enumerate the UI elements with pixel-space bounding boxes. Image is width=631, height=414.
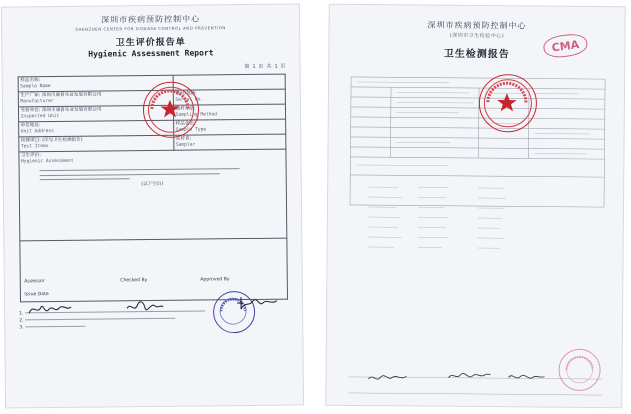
table-cell: 检测项目: (详见卫生检测报告) Test Items [18, 135, 173, 152]
checker-signature [125, 296, 165, 316]
left-meta-line [3, 62, 300, 72]
table-cell: 采样者: Sampler [173, 134, 285, 150]
table-cell: 批号/规格: Serial No. [173, 89, 285, 105]
table-cell: 抽样方法: Sampling Method [173, 104, 285, 120]
page-indicator: 第 1 页 共 1 页 [244, 63, 286, 71]
company-seal-right [479, 74, 538, 133]
approver-signature [235, 293, 279, 313]
reviewer-signature [446, 366, 492, 384]
approver-label: Approved By [200, 277, 230, 283]
test-report-table [326, 5, 624, 408]
table-cell: 样品状态: Sample Type [173, 119, 285, 135]
footnote-3: 3. [5, 321, 302, 331]
seal-star-icon [144, 83, 197, 136]
assessor-signature [27, 299, 73, 319]
seal-star-icon [480, 75, 534, 129]
right-org-subtitle: (深圳市卫生检验中心) [449, 32, 505, 40]
table-cell: 样品名称: Sample Name [18, 75, 173, 92]
left-org-name-en: SHENZHEN CENTER FOR DISEASE CONTROL AND PREVENTION [75, 25, 226, 32]
approver-signature-right [506, 368, 546, 384]
assessor-label: Assessor [24, 279, 45, 285]
report-number [17, 65, 20, 72]
checker-label: Checked By [120, 278, 148, 284]
table-cell: 生产厂家: 深圳市康普实业发展有限公司 Manufacturer [18, 90, 173, 107]
company-seal [143, 82, 200, 139]
assessment-cell: 卫生评价: Hygienic Assessment (以下空白) [18, 149, 286, 241]
footnote-1: 1. [5, 307, 302, 317]
left-title-en: Hygienic Assessment Report [88, 48, 214, 59]
test-report-sheet [326, 5, 624, 408]
left-title-cn: 卫生评价报告单 [115, 37, 186, 49]
cma-mark-icon: CMA [542, 32, 588, 60]
left-org-name-cn: 深圳市疾病预防控制中心 [101, 14, 201, 25]
seal-ring-icon [559, 350, 599, 390]
right-org-name-cn: 深圳市疾病预防控制中心 [427, 20, 527, 31]
right-title-cn: 卫生检测报告 [443, 48, 510, 61]
assessment-report-sheet [2, 4, 303, 407]
tester-signature [366, 369, 408, 385]
table-cell: 单位地址: Unit Address [18, 120, 173, 137]
table-row [18, 149, 286, 241]
issue-date-label: Issue Date [24, 292, 49, 298]
blank-marker: (以下空白) [141, 181, 164, 187]
stamp-seal [558, 349, 600, 391]
table-cell: 受检单位: 深圳市康普实业发展有限公司 Inspected Unit [18, 105, 173, 122]
footnote-2: 2. [5, 314, 302, 324]
